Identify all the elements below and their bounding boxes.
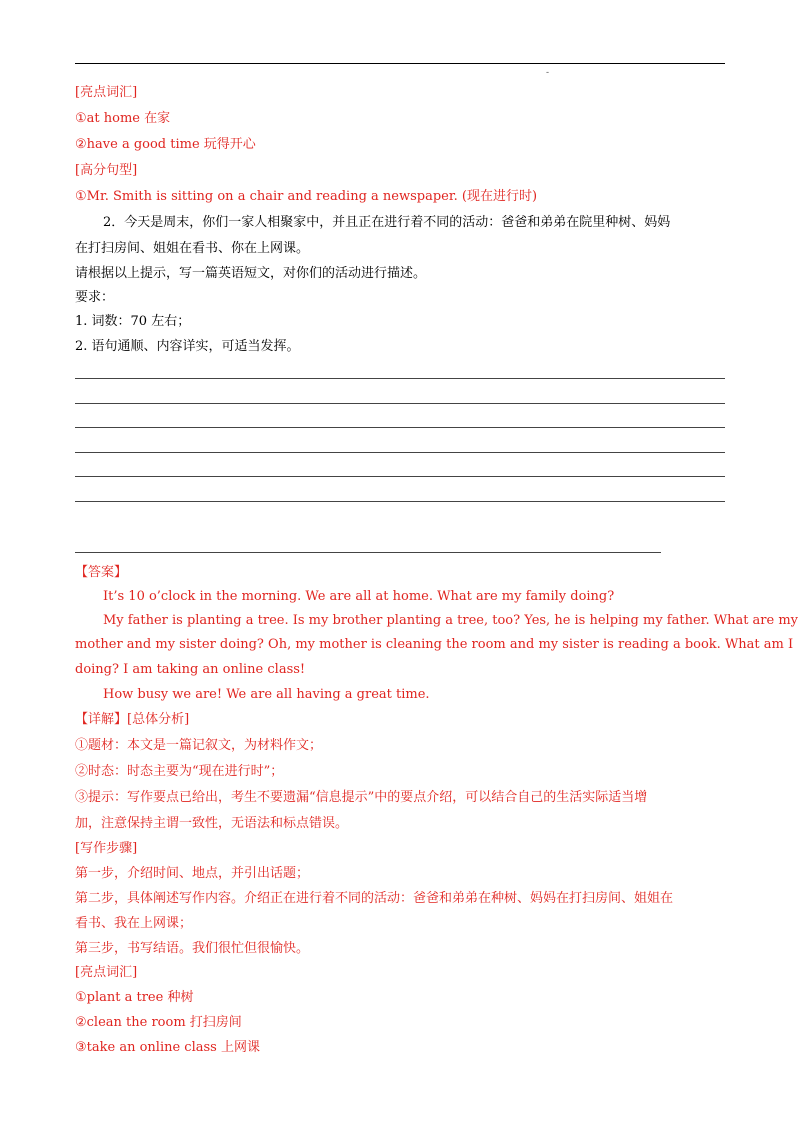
task-line-2: 在打扫房间、姐姐在看书、你在上网课。 — [75, 241, 310, 256]
vocab-item-1: ①at home 在家 — [75, 111, 171, 126]
analysis-item-3b: 加，注意保持主谓一致性，无语法和标点错误。 — [75, 816, 349, 831]
analysis-item-1: ①题材：本文是一篇记叙文，为材料作文； — [75, 738, 323, 753]
writing-line-6 — [75, 501, 725, 502]
writing-line-3 — [75, 427, 725, 428]
analysis-item-3a: ③提示：写作要点已给出，考生不要遗漏“信息提示”中的要点介绍，可以结合自己的生活实际适当增 — [75, 790, 648, 805]
highlight-vocab-header: [亮点词汇] — [75, 85, 138, 100]
writing-line-2 — [75, 403, 725, 404]
answer-paragraph-3: How busy we are! We are all having a great time. — [103, 687, 430, 702]
analysis-item-2: ②时态：时态主要为“现在进行时”； — [75, 764, 284, 779]
analysis-label: 【详解】[总体分析] — [75, 712, 190, 727]
writing-line-4 — [75, 452, 725, 453]
sentence-pattern-header: [高分句型] — [75, 163, 138, 178]
header-dot: - — [546, 68, 550, 78]
vocab-item-clean: ②clean the room 打扫房间 — [75, 1015, 242, 1030]
requirement-2: 2. 语句通顺、内容详实，可适当发挥。 — [75, 339, 300, 354]
vocab-item-2: ②have a good time 玩得开心 — [75, 137, 256, 152]
writing-steps-label: [写作步骤] — [75, 841, 138, 856]
task-line-1: 2．今天是周末，你们一家人相聚家中，并且正在进行着不同的活动：爸爸和弟弟在院里种树、妈妈 — [103, 215, 671, 230]
writing-step-2b: 看书、我在上网课； — [75, 916, 193, 931]
requirement-1: 1. 词数：70 左右； — [75, 314, 191, 329]
task-line-3: 请根据以上提示，写一篇英语短文，对你们的活动进行描述。 — [75, 266, 427, 281]
vocab-item-plant: ①plant a tree 种树 — [75, 990, 194, 1005]
answer-paragraph-2b: mother and my sister doing? Oh, my mother is cleaning the room and my sister is reading a book. What am I — [75, 637, 794, 652]
writing-line-5 — [75, 476, 725, 477]
highlight-vocab-header-2: [亮点词汇] — [75, 965, 138, 980]
writing-step-3: 第三步，书写结语。我们很忙但很愉快。 — [75, 941, 310, 956]
writing-step-2a: 第二步，具体阐述写作内容。介绍正在进行着不同的活动：爸爸和弟弟在种树、妈妈在打扫房间、姐姐在 — [75, 891, 674, 906]
writing-step-1: 第一步，介绍时间、地点，并引出话题； — [75, 866, 310, 881]
answer-paragraph-2c: doing? I am taking an online class! — [75, 662, 306, 677]
writing-line-short — [75, 552, 661, 553]
vocab-item-online: ③take an online class 上网课 — [75, 1040, 260, 1055]
writing-line-1 — [75, 378, 725, 379]
header-rule — [75, 63, 725, 64]
answer-paragraph-1: It’s 10 o’clock in the morning. We are all at home. What are my family doing? — [103, 589, 615, 604]
answer-label: 【答案】 — [75, 565, 128, 580]
requirements-label: 要求： — [75, 290, 115, 305]
answer-paragraph-2a: My father is planting a tree. Is my brother planting a tree, too? Yes, he is helping my father. What are my — [103, 613, 799, 628]
sentence-pattern-1: ①Mr. Smith is sitting on a chair and reading a newspaper. (现在进行时) — [75, 189, 538, 204]
